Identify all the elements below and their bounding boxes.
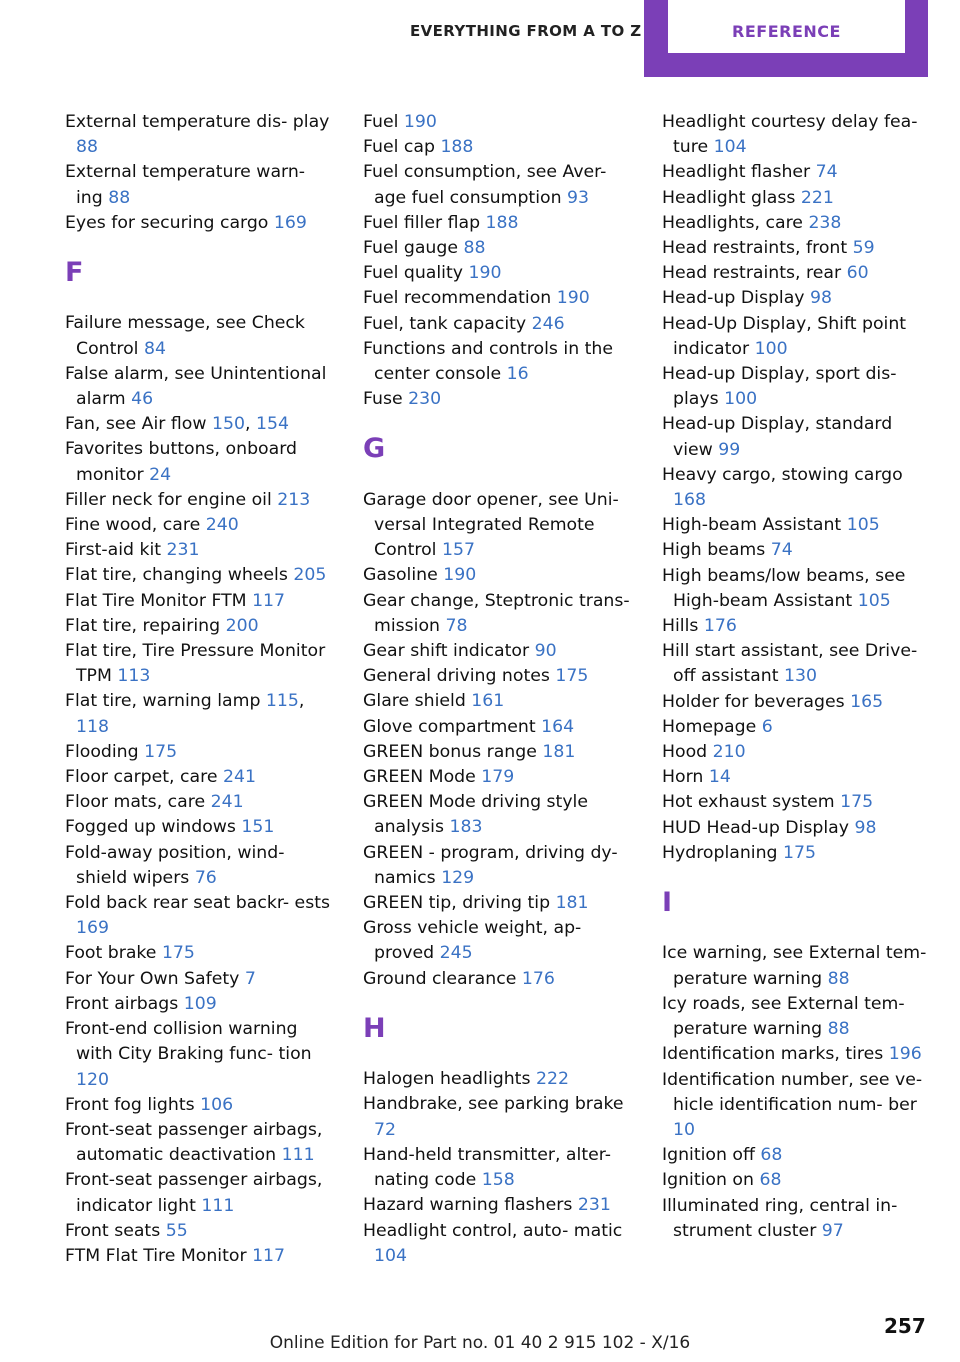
index-term: Fogged up windows (65, 817, 236, 838)
index-column-1 (65, 110, 333, 1269)
index-entry (363, 589, 631, 639)
page-reference-link[interactable]: 231 (166, 540, 200, 561)
page-reference-link[interactable]: 245 (439, 943, 473, 964)
reference-tab-inner (668, 0, 905, 53)
index-term: High beams (662, 540, 766, 561)
page-reference-link[interactable]: 74 (815, 162, 838, 183)
index-term: Ignition off (662, 1145, 755, 1166)
page-reference-link[interactable]: 99 (718, 439, 741, 460)
page-reference-link[interactable]: 183 (449, 817, 483, 838)
index-entry (662, 992, 930, 1042)
index-entry (662, 1042, 930, 1067)
index-entry (363, 236, 631, 261)
index-entry (65, 1244, 333, 1269)
index-entry (363, 1219, 631, 1269)
index-term: Headlight glass (662, 187, 796, 208)
index-term: First-aid kit (65, 540, 162, 561)
index-entry (65, 1093, 333, 1118)
index-term: Front fog lights (65, 1094, 195, 1115)
page-reference-link[interactable]: 88 (76, 137, 98, 158)
index-entry (662, 690, 930, 715)
page-reference-link[interactable]: 111 (201, 1195, 235, 1216)
index-term: Flat tire, repairing (65, 615, 221, 636)
page-reference-link[interactable]: 106 (200, 1094, 234, 1115)
index-entry (65, 967, 333, 992)
index-term: Identification number, see ve- hicle identification num- ber (662, 1069, 923, 1115)
page-reference-link[interactable]: 246 (531, 313, 565, 334)
index-entry (363, 387, 631, 412)
page-reference-link[interactable]: 90 (534, 641, 557, 662)
index-term: Head-up Display, sport dis- plays (662, 364, 897, 410)
index-term: Icy roads, see External tem- perature warning (662, 993, 905, 1040)
page-reference-link[interactable]: 176 (521, 968, 555, 989)
page-reference-link[interactable]: 6 (761, 716, 773, 737)
page-reference-link[interactable]: 113 (117, 666, 151, 687)
index-entry (363, 286, 631, 311)
index-entry (662, 715, 930, 740)
index-entry (363, 563, 631, 588)
index-entry: Fan, see Air flow 150, 154 (65, 414, 289, 435)
index-term: Head restraints, rear (662, 263, 842, 284)
index-entry (662, 412, 930, 462)
index-term: Fuse (363, 389, 403, 410)
index-term: Fine wood, care (65, 515, 201, 536)
index-entry (65, 740, 333, 765)
index-entry (662, 614, 930, 639)
index-term: Failure message, see Check Control (65, 313, 305, 359)
page-reference-link[interactable]: 230 (408, 389, 442, 410)
page-reference-link[interactable]: 55 (165, 1220, 188, 1241)
index-entry (662, 639, 930, 689)
page-reference-link[interactable]: 7 (244, 968, 256, 989)
index-term: Flat tire, changing wheels (65, 565, 288, 586)
index-term: Eyes for securing cargo (65, 212, 269, 233)
index-entry (363, 967, 631, 992)
index-letter-heading: I (662, 887, 673, 919)
index-entry (65, 160, 333, 210)
index-term: Glare shield (363, 691, 466, 712)
index-entry (363, 689, 631, 714)
index-entry (662, 463, 930, 513)
index-term: Head-up Display (662, 288, 805, 309)
index-term: Ignition on (662, 1170, 754, 1191)
index-entry (363, 765, 631, 790)
index-term: Foot brake (65, 943, 157, 964)
page-reference-link[interactable]: 76 (194, 867, 217, 888)
page-reference-link[interactable]: 169 (76, 918, 109, 939)
index-entry (363, 1067, 631, 1092)
page-reference-link[interactable]: 100 (724, 389, 758, 410)
index-term: FTM Flat Tire Monitor (65, 1245, 247, 1266)
page-reference-link[interactable]: 117 (252, 590, 286, 611)
index-entry (363, 841, 631, 891)
index-term: Front-end collision warning with City Braking func- tion (65, 1019, 312, 1065)
index-term: Fuel cap (363, 137, 435, 158)
index-term: Flooding (65, 741, 139, 762)
page-reference-link[interactable]: 210 (712, 742, 746, 763)
page-reference-link[interactable]: 200 (225, 615, 259, 636)
page-reference-link[interactable]: 181 (555, 893, 589, 914)
page-reference-link[interactable]: 68 (760, 1145, 783, 1166)
index-entry (662, 261, 930, 286)
page-reference-link[interactable]: 88 (108, 187, 131, 208)
page-reference-link[interactable]: 188 (485, 212, 519, 233)
index-entry (363, 916, 631, 966)
page-reference-link[interactable]: 157 (441, 540, 475, 561)
page-reference-link[interactable]: 154 (255, 414, 289, 435)
index-term: Hydroplaning (662, 842, 778, 863)
index-term: Floor carpet, care (65, 767, 218, 788)
index-term: Ice warning, see External tem- perature warning (662, 943, 927, 989)
page-reference-link[interactable]: 190 (556, 288, 590, 309)
page-reference-link[interactable]: 88 (827, 968, 850, 989)
index-term: Fuel gauge (363, 238, 458, 259)
index-entry (662, 286, 930, 311)
index-entry (662, 941, 930, 991)
index-entry (662, 362, 930, 412)
index-term: Halogen headlights (363, 1069, 531, 1090)
index-entry (662, 816, 930, 841)
index-entry (65, 841, 333, 891)
index-entry (65, 614, 333, 639)
index-entry (65, 891, 333, 941)
index-entry (65, 311, 333, 361)
index-entry (662, 236, 930, 261)
index-entry (662, 790, 930, 815)
page-reference-link[interactable]: 98 (854, 817, 877, 838)
index-entry (65, 437, 333, 487)
index-term: Front-seat passenger airbags, automatic deactivation (65, 1119, 323, 1166)
page-reference-link[interactable]: 175 (144, 741, 178, 762)
index-entry (363, 891, 631, 916)
index-term: Flat tire, Tire Pressure Monitor TPM (65, 641, 326, 687)
page-reference-link[interactable]: 221 (800, 187, 834, 208)
index-entry (65, 362, 333, 412)
page-reference-link[interactable]: 176 (703, 616, 737, 637)
page-reference-link[interactable]: 115 (265, 691, 299, 712)
index-term: Hood (662, 742, 708, 763)
page-reference-link[interactable]: 241 (210, 792, 244, 813)
index-term: Fuel filler flap (363, 212, 481, 233)
index-term: GREEN Mode driving style analysis (363, 792, 588, 838)
index-entry (662, 186, 930, 211)
index-term: Glove compartment (363, 716, 536, 737)
index-term: Horn (662, 767, 704, 788)
index-term: Head-up Display, standard view (662, 414, 893, 460)
index-entry (662, 1143, 930, 1168)
index-entry (65, 992, 333, 1017)
index-term: Garage door opener, see Uni- versal Integrated Remote Control (363, 489, 619, 561)
index-entry (65, 639, 333, 689)
index-entry (363, 740, 631, 765)
index-entry (65, 1168, 333, 1218)
index-entry (662, 765, 930, 790)
page-reference-link[interactable]: 169 (273, 212, 307, 233)
index-entry (662, 513, 930, 538)
page-reference-link[interactable]: 181 (542, 741, 576, 762)
index-term: Headlights, care (662, 212, 803, 233)
page-reference-link[interactable]: 222 (535, 1069, 569, 1090)
page-reference-link[interactable]: 130 (783, 666, 817, 687)
index-entry (363, 110, 631, 135)
page-reference-link[interactable]: 117 (252, 1245, 286, 1266)
index-term: Headlight control, auto- matic (363, 1220, 623, 1241)
page-reference-link[interactable]: 88 (463, 238, 486, 259)
index-term: GREEN Mode (363, 767, 476, 788)
index-entry (65, 790, 333, 815)
page-reference-link[interactable]: 72 (374, 1119, 396, 1140)
page-reference-link[interactable]: 105 (857, 590, 891, 611)
index-term: GREEN bonus range (363, 741, 537, 762)
reference-tab (644, 0, 928, 77)
page-reference-link[interactable]: 10 (673, 1119, 695, 1140)
index-entry (363, 211, 631, 236)
footer-edition: Online Edition for Part no. 01 40 2 915 102 - X/16 (269, 1333, 691, 1353)
index-entry (65, 110, 333, 160)
index-term: Front-seat passenger airbags, indicator light (65, 1170, 323, 1216)
index-term: Headlight flasher (662, 162, 811, 183)
index-entry (363, 790, 631, 840)
page-reference-link[interactable]: 238 (808, 212, 842, 233)
page-reference-link[interactable]: 129 (441, 867, 475, 888)
index-term: Filler neck for engine oil (65, 489, 272, 510)
page-reference-link[interactable]: 68 (759, 1170, 782, 1191)
index-term: Head restraints, front (662, 238, 848, 259)
index-entry (65, 1118, 333, 1168)
index-term: High beams/low beams, see High-beam Assistant (662, 565, 906, 611)
page-reference-link[interactable]: 175 (555, 666, 589, 687)
index-term: High-beam Assistant (662, 515, 842, 536)
index-entry (662, 312, 930, 362)
index-term: HUD Head-up Display (662, 817, 849, 838)
index-term: Front seats (65, 1220, 161, 1241)
index-term: Fuel consumption, see Aver- age fuel consumption (363, 162, 607, 208)
index-entry (363, 135, 631, 160)
page-reference-link[interactable]: 104 (374, 1245, 407, 1266)
page-reference-link[interactable]: 120 (76, 1069, 109, 1090)
page-reference-link[interactable]: 175 (161, 943, 195, 964)
page-reference-link[interactable]: 188 (440, 137, 474, 158)
index-entry (662, 1068, 930, 1144)
index-entry (65, 1219, 333, 1244)
index-term: Handbrake, see parking brake (363, 1094, 624, 1115)
page-reference-link[interactable]: 205 (293, 565, 327, 586)
index-term: External temperature warn- ing (65, 162, 306, 208)
page-reference-link[interactable]: 104 (713, 137, 747, 158)
index-entry (65, 589, 333, 614)
index-term: Fuel quality (363, 263, 463, 284)
index-term: Heavy cargo, stowing cargo (662, 464, 903, 485)
index-term: Fold back rear seat backr- ests (65, 893, 330, 914)
index-entry (363, 160, 631, 210)
index-term: Flat Tire Monitor FTM (65, 590, 247, 611)
page-reference-link[interactable]: 240 (205, 515, 239, 536)
index-term: Ground clearance (363, 968, 517, 989)
index-entry (65, 815, 333, 840)
index-entry (65, 1017, 333, 1093)
index-entry (65, 538, 333, 563)
page-reference-link[interactable]: 241 (223, 767, 256, 788)
index-entry (363, 715, 631, 740)
page-number: 257 (884, 1314, 926, 1338)
page-reference-link[interactable]: 190 (468, 263, 502, 284)
page-reference-link[interactable]: 78 (445, 615, 468, 636)
index-term: Illuminated ring, central in- strument cluster (662, 1195, 898, 1241)
page-reference-link[interactable]: 158 (481, 1170, 515, 1191)
page-reference-link[interactable]: 105 (846, 515, 880, 536)
index-term: Gear change, Steptronic trans- mission (363, 590, 630, 636)
page-reference-link[interactable]: 60 (846, 263, 869, 284)
reference-tab-label: REFERENCE (732, 22, 841, 41)
index-entry (65, 765, 333, 790)
page-reference-link[interactable]: 74 (770, 540, 793, 561)
page-reference-link[interactable]: 59 (852, 238, 875, 259)
index-letter-heading: G (363, 433, 386, 465)
index-term: Front airbags (65, 993, 179, 1014)
page-reference-link[interactable]: 213 (277, 489, 311, 510)
index-entry (662, 538, 930, 563)
index-entry (363, 1193, 631, 1218)
index-entry (363, 1092, 631, 1142)
page-reference-link[interactable]: 118 (76, 716, 109, 737)
index-term: Flat tire, warning lamp (65, 691, 261, 712)
index-term: Favorites buttons, onboard monitor (65, 439, 297, 485)
page-reference-link[interactable]: 14 (708, 767, 731, 788)
index-entry (363, 337, 631, 387)
index-term: General driving notes (363, 666, 550, 687)
page-reference-link[interactable]: 168 (673, 490, 706, 511)
index-entry (662, 160, 930, 185)
page-reference-link[interactable]: 179 (481, 767, 515, 788)
page-reference-link[interactable]: 161 (471, 691, 505, 712)
index-entry (65, 513, 333, 538)
index-entry (363, 488, 631, 564)
page-reference-link[interactable]: 151 (241, 817, 275, 838)
index-term: Hill start assistant, see Drive- off assistant (662, 641, 918, 687)
page-reference-link[interactable]: 109 (183, 993, 217, 1014)
index-entry: Flat tire, warning lamp 115, 118 (65, 691, 305, 737)
index-term: Fuel (363, 112, 399, 132)
index-term: Gross vehicle weight, ap- proved (363, 918, 582, 964)
page-reference-link[interactable]: 175 (840, 792, 874, 813)
index-term: Headlight courtesy delay fea- ture (662, 112, 918, 158)
index-term: Hot exhaust system (662, 792, 835, 813)
index-term: Fuel recommendation (363, 288, 552, 309)
page-reference-link[interactable]: 16 (506, 364, 529, 385)
index-entry (363, 261, 631, 286)
index-entry (662, 740, 930, 765)
index-term: Holder for beverages (662, 691, 845, 712)
index-term: Fold-away position, wind- shield wipers (65, 842, 285, 888)
page-reference-link[interactable]: 175 (783, 842, 817, 863)
index-column-3 (662, 110, 930, 1244)
index-column-2 (363, 110, 631, 1269)
running-header: EVERYTHING FROM A TO Z (410, 22, 642, 40)
index-term: Hazard warning flashers (363, 1195, 573, 1216)
index-term: GREEN tip, driving tip (363, 893, 551, 914)
index-term: Functions and controls in the center console (363, 338, 614, 385)
index-entry (662, 110, 930, 160)
index-entry (363, 312, 631, 337)
index-term: Floor mats, care (65, 792, 206, 813)
page-reference-link[interactable]: 111 (281, 1145, 315, 1166)
page-reference-link[interactable]: 98 (810, 288, 833, 309)
page-reference-link[interactable]: 93 (567, 187, 590, 208)
index-entry (662, 841, 930, 866)
page-reference-link[interactable]: 88 (827, 1019, 850, 1040)
index-entry (65, 941, 333, 966)
page-reference-link[interactable]: 190 (443, 565, 477, 586)
index-entry (363, 1143, 631, 1193)
index-entry (363, 664, 631, 689)
index-entry (65, 488, 333, 513)
page-reference-link[interactable]: 150 (211, 414, 245, 435)
index-term: For Your Own Safety (65, 968, 240, 989)
index-letter-heading: F (65, 257, 84, 289)
page-reference-link[interactable]: 24 (149, 464, 172, 485)
index-entry (662, 211, 930, 236)
index-letter-heading: H (363, 1012, 386, 1044)
index-term: Hand-held transmitter, alter- nating code (363, 1144, 611, 1191)
page-reference-link[interactable]: 196 (888, 1044, 922, 1065)
page-reference-link[interactable]: 165 (850, 691, 884, 712)
index-entry (662, 1194, 930, 1244)
index-entry (65, 563, 333, 588)
page-reference-link[interactable]: 46 (131, 389, 154, 410)
index-term: GREEN - program, driving dy- namics (363, 842, 618, 888)
index-term: Hills (662, 616, 699, 637)
index-term: Gasoline (363, 565, 438, 586)
index-term: False alarm, see Unintentional alarm (65, 363, 327, 410)
page-reference-link[interactable]: 231 (577, 1195, 611, 1216)
index-term: Fuel, tank capacity (363, 313, 527, 334)
index-term: Fan, see Air flow (65, 414, 207, 435)
page-reference-link[interactable]: 164 (541, 716, 575, 737)
index-term: Homepage (662, 716, 757, 737)
index-term: Identification marks, tires (662, 1044, 884, 1065)
page-reference-link[interactable]: 190 (403, 112, 437, 132)
page-reference-link[interactable]: 100 (754, 338, 788, 359)
index-term: Gear shift indicator (363, 641, 530, 662)
page-reference-link[interactable]: 97 (821, 1220, 844, 1241)
index-entry (662, 564, 930, 614)
page-reference-link[interactable]: 84 (143, 338, 166, 359)
index-entry (662, 1168, 930, 1193)
index-term: Head-Up Display, Shift point indicator (662, 313, 907, 359)
index-term: External temperature dis- play (65, 112, 330, 132)
index-entry (363, 639, 631, 664)
index-entry (65, 211, 333, 236)
